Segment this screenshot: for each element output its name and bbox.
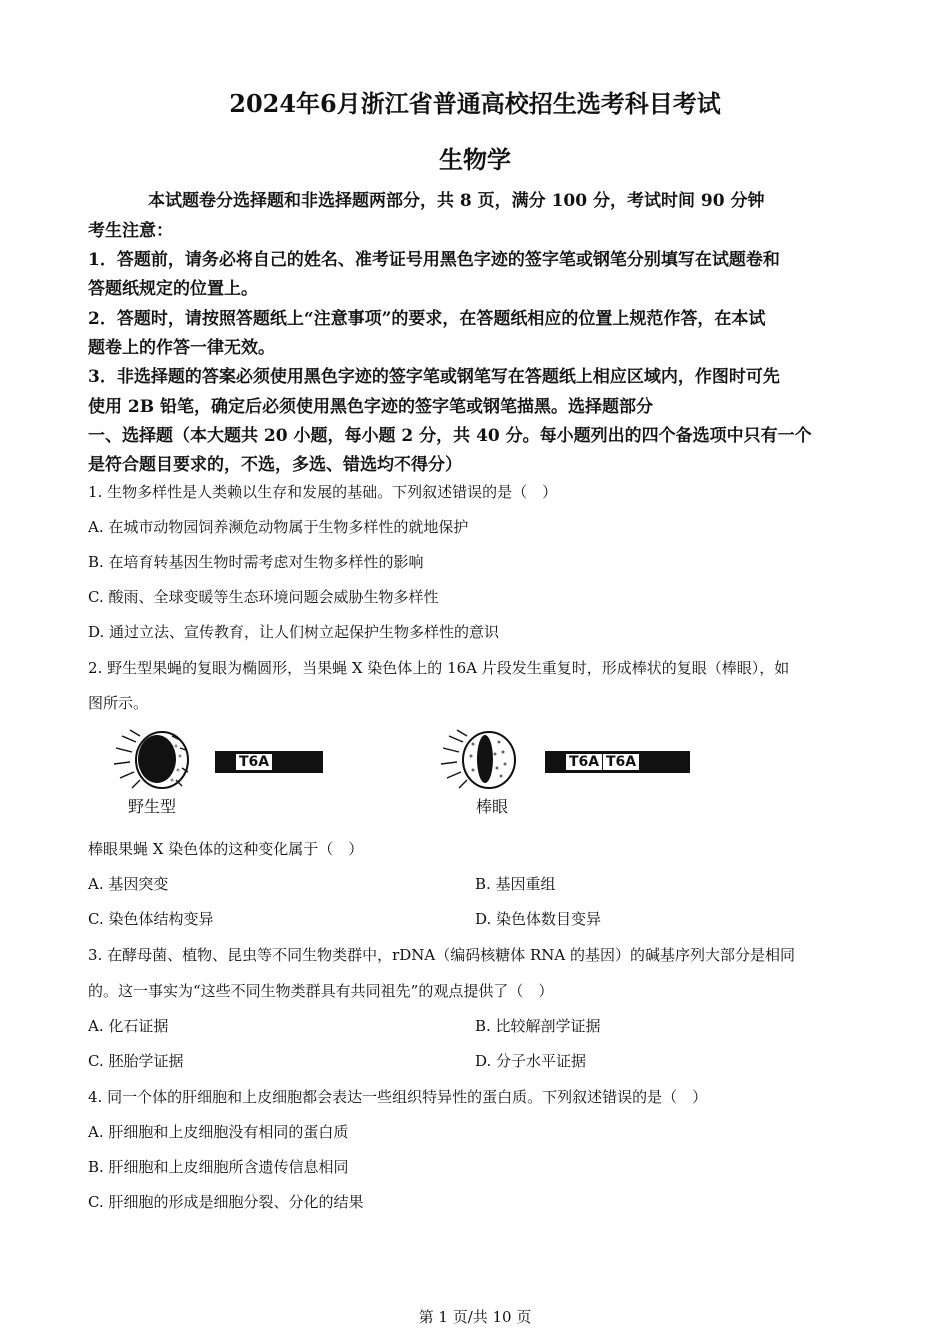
q3-option-d: D. 分子水平证据 [475, 1052, 587, 1070]
q2-option-c: C. 染色体结构变异 [88, 910, 214, 928]
wild-type-segment-label: T6A [235, 753, 273, 771]
wild-type-chromosome [215, 751, 323, 773]
q4-option-b: B. 肝细胞和上皮细胞所含遗传信息相同 [88, 1158, 349, 1176]
wild-type-eye-drawing [110, 726, 192, 792]
q1-stem: 1. 生物多样性是人类赖以生存和发展的基础。下列叙述错误的是（ ） [88, 483, 558, 501]
q2-stem-line1: 2. 野生型果蝇的复眼为椭圆形，当果蝇 X 染色体上的 16A 片段发生重复时，形成棒状的复眼（棒眼），如 [88, 659, 790, 677]
bar-eye-caption: 棒眼 [476, 797, 509, 816]
notice-1-line2: 答题纸规定的位置上。 [88, 279, 258, 299]
q1-option-b: B. 在培育转基因生物时需考虑对生物多样性的影响 [88, 553, 424, 571]
q3-option-b: B. 比较解剖学证据 [475, 1017, 601, 1035]
exam-summary: 本试题卷分选择题和非选择题两部分，共 8 页，满分 100 分，考试时间 90 分钟 [148, 191, 765, 211]
q2-option-b: B. 基因重组 [475, 875, 556, 893]
notice-3-line1: 3．非选择题的答案必须使用黑色字迹的签字笔或钢笔写在答题纸上相应区域内，作图时可先 [88, 367, 780, 387]
section-heading-line1: 一、选择题（本大题共 20 小题，每小题 2 分，共 40 分。每小题列出的四个备选项中只有一个 [88, 426, 812, 446]
bar-eye-segment-label-1: T6A [565, 753, 603, 771]
notice-3-line2: 使用 2B 铅笔，确定后必须使用黑色字迹的签字笔或钢笔描黑。选择题部分 [88, 397, 654, 417]
notice-heading: 考生注意： [88, 221, 173, 241]
bar-eye-segment-label-2: T6A [602, 753, 640, 771]
q3-option-c: C. 胚胎学证据 [88, 1052, 184, 1070]
q3-stem-line2: 的。这一事实为“这些不同生物类群具有共同祖先”的观点提供了（ ） [88, 982, 554, 1000]
bar-eye-drawing [437, 726, 523, 792]
notice-2-line2: 题卷上的作答一律无效。 [88, 338, 275, 358]
notice-1-line1: 1．答题前，请务必将自己的姓名、准考证号用黑色字迹的签字笔或钢笔分别填写在试题卷和 [88, 250, 780, 270]
q2-question: 棒眼果蝇 X 染色体的这种变化属于（ ） [88, 840, 364, 858]
exam-title: 2024年6月浙江省普通高校招生选考科目考试 [229, 89, 721, 118]
q2-stem-line2: 图所示。 [88, 694, 149, 712]
q4-stem: 4. 同一个体的肝细胞和上皮细胞都会表达一些组织特异性的蛋白质。下列叙述错误的是（ ） [88, 1088, 708, 1106]
section-heading-line2: 是符合题目要求的，不选，多选、错选均不得分） [88, 455, 462, 475]
wild-type-caption: 野生型 [128, 797, 177, 816]
q1-option-a: A. 在城市动物园饲养濒危动物属于生物多样性的就地保护 [88, 518, 469, 536]
q3-stem-line1: 3. 在酵母菌、植物、昆虫等不同生物类群中，rDNA（编码核糖体 RNA 的基因）的碱基序列大部分是相同 [88, 946, 796, 964]
page-number: 第 1 页/共 10 页 [418, 1308, 532, 1326]
q4-option-a: A. 肝细胞和上皮细胞没有相同的蛋白质 [88, 1123, 349, 1141]
bar-eye-chromosome [545, 751, 690, 773]
q4-option-c: C. 肝细胞的形成是细胞分裂、分化的结果 [88, 1193, 364, 1211]
notice-2-line1: 2．答题时，请按照答题纸上“注意事项”的要求，在答题纸相应的位置上规范作答，在本试 [88, 309, 766, 329]
q1-option-c: C. 酸雨、全球变暖等生态环境问题会威胁生物多样性 [88, 588, 439, 606]
q2-option-d: D. 染色体数目变异 [475, 910, 602, 928]
subject-title: 生物学 [439, 145, 511, 174]
q1-option-d: D. 通过立法、宣传教育，让人们树立起保护生物多样性的意识 [88, 623, 500, 641]
q2-option-a: A. 基因突变 [88, 875, 169, 893]
q3-option-a: A. 化石证据 [88, 1017, 169, 1035]
